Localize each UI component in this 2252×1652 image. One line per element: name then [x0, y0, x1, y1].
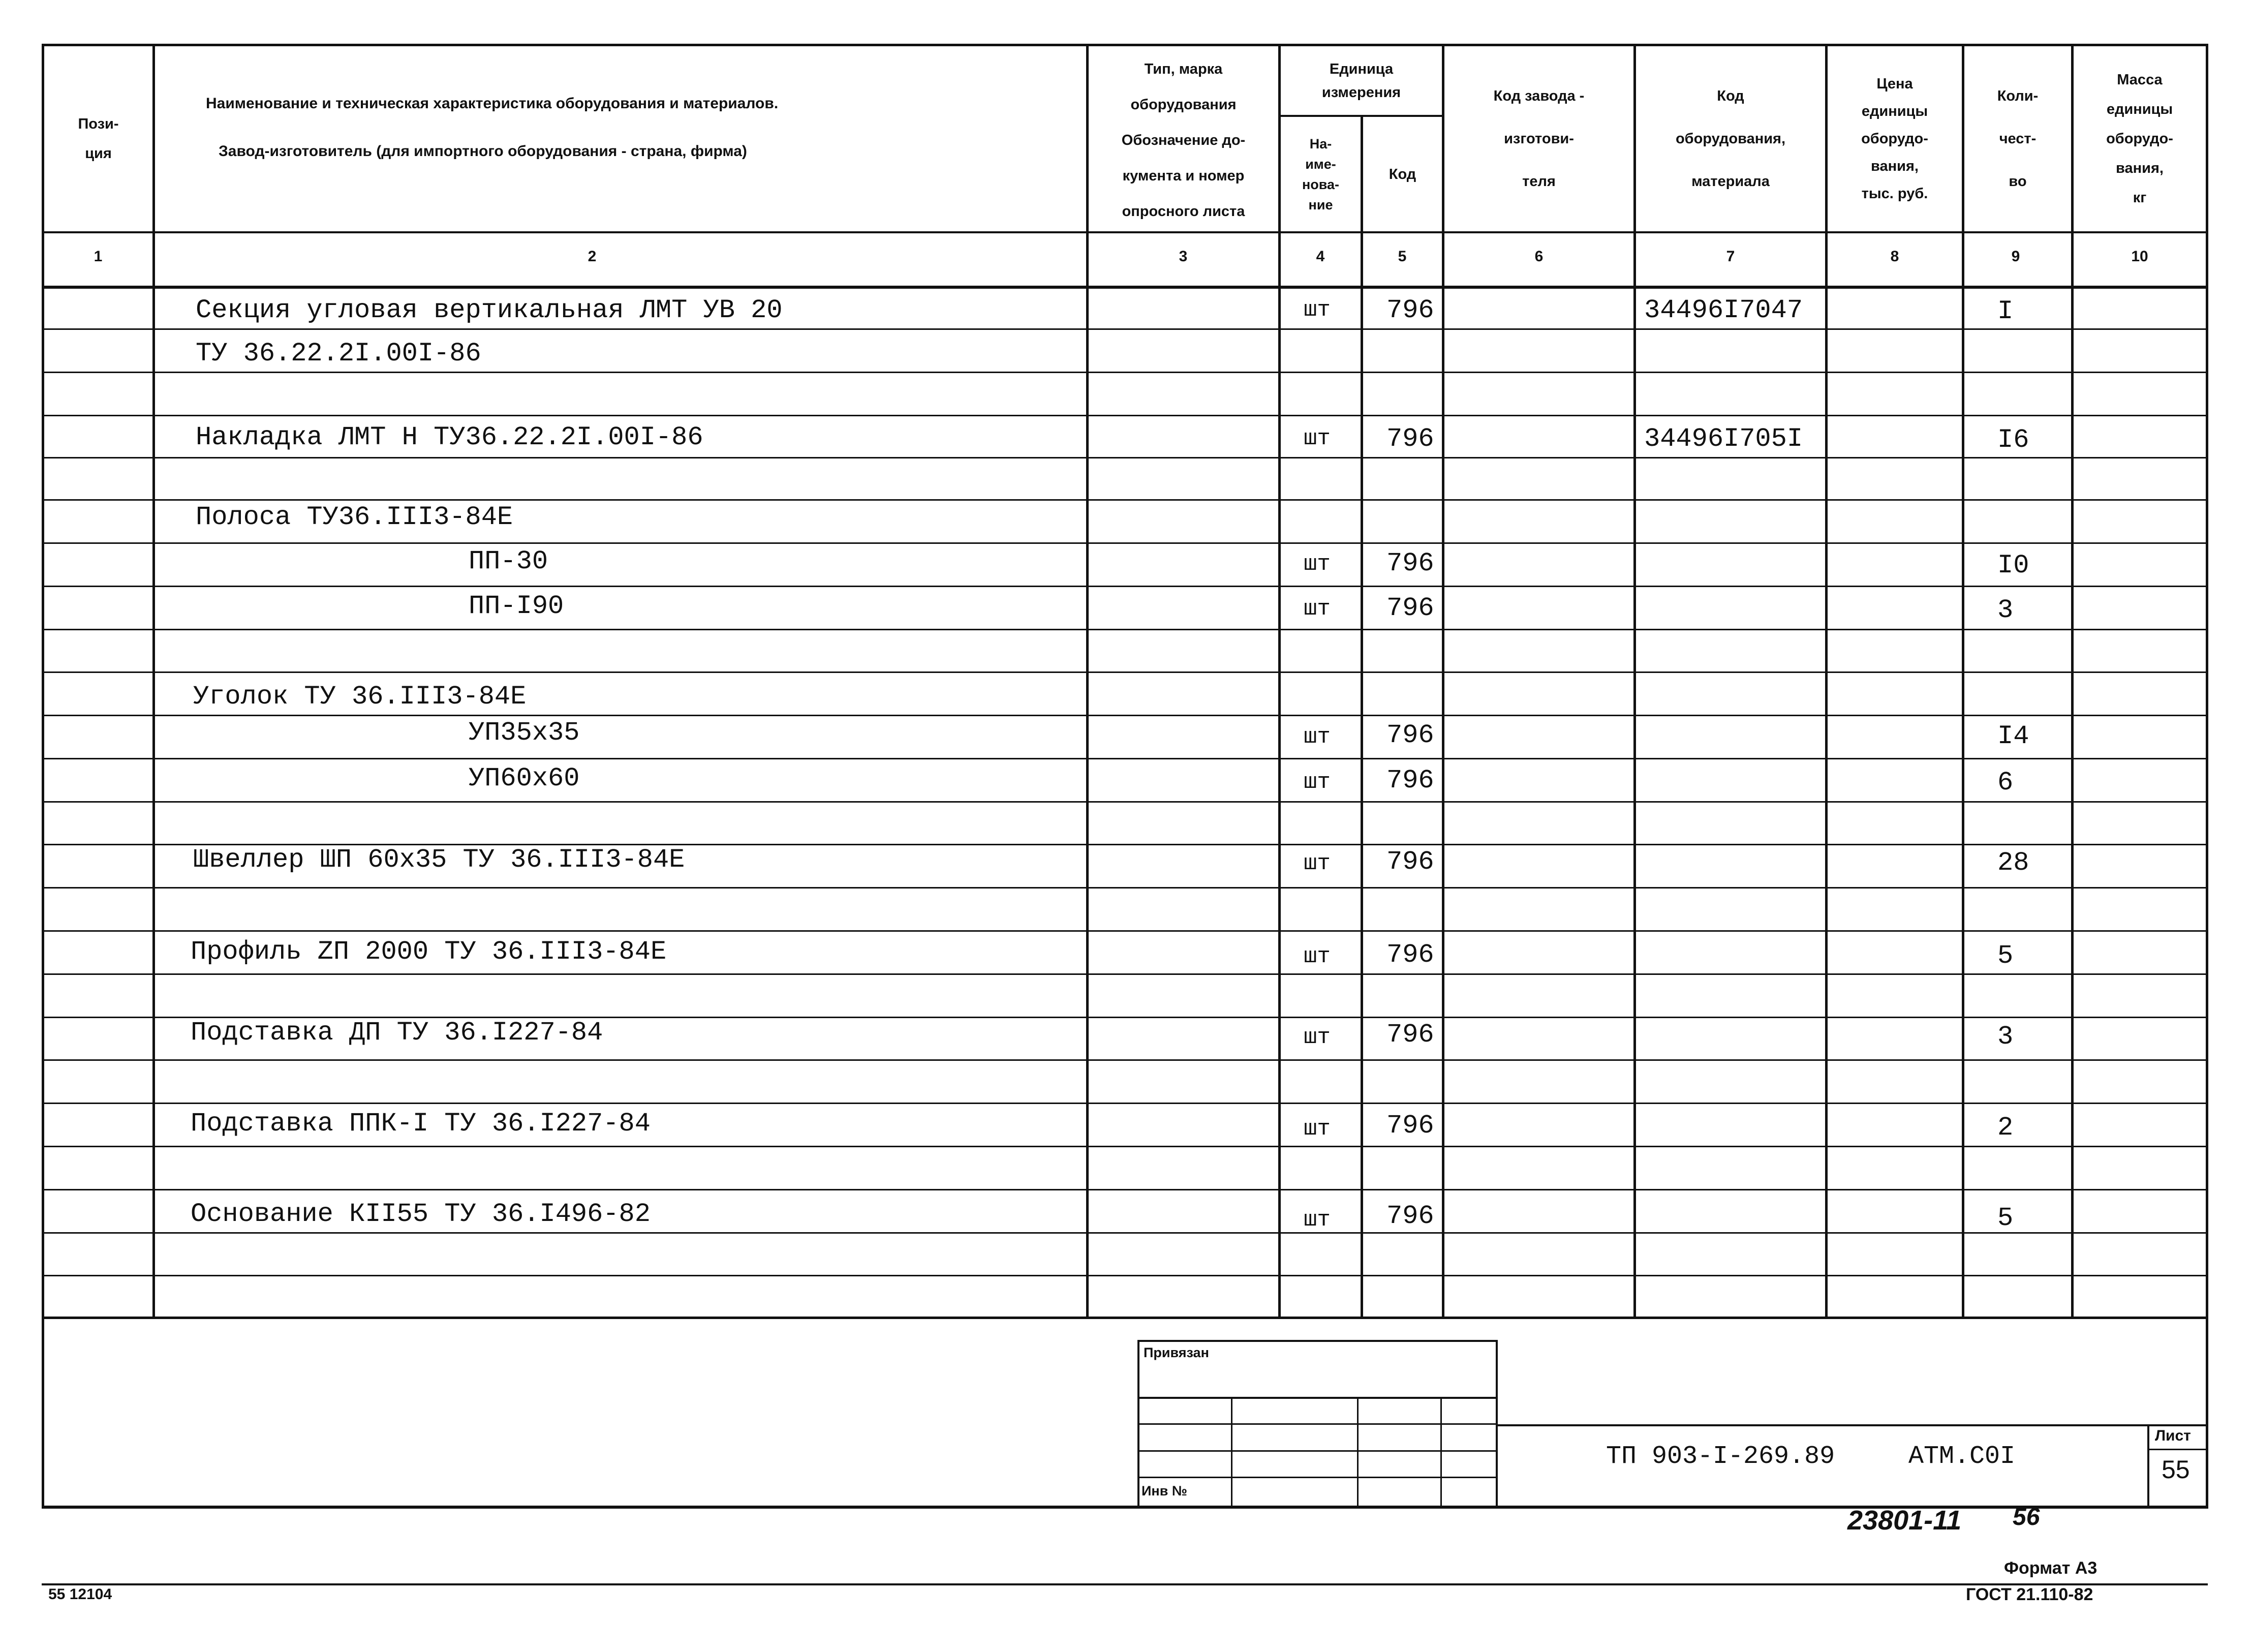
header-unit-group — [1281, 46, 1442, 115]
header-material-code — [1636, 46, 1825, 231]
table-row-code: 796 — [1386, 1111, 1434, 1141]
row-line — [42, 457, 2208, 458]
table-row-name: Профиль ZП 2000 ТУ 36.III3-84Е — [191, 937, 667, 967]
stamp-line — [2147, 1424, 2149, 1508]
header-price-label: Цена единицы оборудо- вания, тыс. руб. — [1861, 76, 1928, 202]
header-position — [44, 46, 152, 231]
row-line — [42, 973, 2208, 975]
stamp-line — [2147, 1449, 2207, 1450]
column-line — [1442, 44, 1444, 1318]
row-line — [42, 1146, 2208, 1147]
table-row-code: 796 — [1386, 295, 1434, 325]
row-line — [42, 629, 2208, 630]
column-number: 5 — [1398, 248, 1407, 265]
column-line — [1361, 116, 1363, 1318]
stamp-line — [1137, 1397, 1497, 1399]
header-quantity-label: Коли- чест- во — [1997, 88, 2039, 190]
table-row-code: 796 — [1386, 847, 1434, 877]
stamp-line — [1137, 1423, 1497, 1425]
stamp-line — [1137, 1450, 1497, 1452]
table-row-name: ПП-I90 — [469, 591, 564, 621]
row-line — [42, 415, 2208, 416]
table-row-name: Секция угловая вертикальная ЛМТ УВ 20 — [196, 295, 783, 325]
column-line — [1633, 44, 1636, 1318]
column-number: 10 — [2131, 248, 2148, 265]
table-row-qty: 2 — [1997, 1113, 2014, 1143]
number-row-bottom-line — [42, 286, 2208, 289]
table-row-qty: 6 — [1997, 768, 2014, 798]
table-row-qty: 3 — [1997, 1022, 2014, 1052]
table-row-name: Уголок ТУ 36.III3-84Е — [193, 682, 527, 712]
stamp-line — [1231, 1398, 1232, 1508]
table-row-qty: I — [1997, 296, 2014, 326]
row-line — [42, 1232, 2208, 1234]
row-line — [42, 801, 2208, 803]
stamp-line — [1137, 1340, 1139, 1508]
header-price — [1828, 46, 1962, 231]
handwritten-page: 56 — [2013, 1504, 2040, 1531]
table-row-unit: шт — [1304, 1207, 1331, 1233]
table-row-name: Полоса ТУ36.III3-84Е — [196, 502, 513, 532]
header-unit-code-label: Код — [1389, 166, 1416, 182]
column-number: 4 — [1316, 248, 1325, 265]
row-line — [42, 372, 2208, 373]
table-row-name: Подставка ППК-I ТУ 36.I227-84 — [191, 1109, 651, 1139]
table-row-material-code: 34496I7047 — [1644, 295, 1803, 325]
column-line — [152, 44, 155, 1318]
header-unit-code — [1363, 117, 1442, 231]
table-row-name: ПП-30 — [469, 546, 548, 576]
header-plant-code-label: Код завода - изготови- теля — [1493, 88, 1585, 190]
header-unit-name-label: На- име- нова- ние — [1302, 136, 1340, 212]
table-row-name: Подставка ДП ТУ 36.I227-84 — [191, 1018, 603, 1048]
header-position-label: Пози- ция — [78, 116, 119, 162]
table-row-code: 796 — [1386, 1020, 1434, 1050]
attached-label: Привязан — [1144, 1345, 1209, 1360]
table-row-unit: шт — [1304, 944, 1331, 969]
column-number: 2 — [588, 248, 597, 265]
sheet-number: 55 — [2162, 1455, 2190, 1484]
table-row-unit: шт — [1304, 297, 1331, 323]
table-row-material-code: 34496I705I — [1644, 424, 1803, 454]
table-row-code: 796 — [1386, 593, 1434, 623]
document-code: ТП 903-I-269.89 — [1606, 1442, 1835, 1471]
table-row-qty: I0 — [1997, 550, 2029, 580]
header-name-line2: Завод-изготовитель (для импортного оборудования - страна, фирма) — [219, 143, 747, 160]
header-unit-group-label: Единица измерения — [1321, 60, 1401, 101]
header-unit-name — [1281, 117, 1361, 231]
row-line — [42, 328, 2208, 330]
column-line — [1825, 44, 1828, 1318]
table-row-qty: 5 — [1997, 1203, 2014, 1233]
table-row-qty: I4 — [1997, 721, 2029, 751]
row-line — [42, 499, 2208, 501]
header-mass-label: Масса единицы оборудо- вания, кг — [2106, 72, 2173, 206]
table-row-name: Основание КII55 ТУ 36.I496-82 — [191, 1199, 651, 1229]
column-number: 9 — [2011, 248, 2020, 265]
stamp-line — [1357, 1398, 1359, 1508]
header-material-code-label: Код оборудования, материала — [1675, 88, 1786, 190]
row-line — [42, 715, 2208, 716]
row-line — [42, 930, 2208, 932]
table-row-name: УП35х35 — [469, 718, 580, 748]
column-line — [1086, 44, 1089, 1318]
table-row-unit: шт — [1304, 596, 1331, 622]
table-row-code: 796 — [1386, 720, 1434, 750]
table-row-unit: шт — [1304, 426, 1331, 451]
table-row-code: 796 — [1386, 766, 1434, 796]
table-row-unit: шт — [1304, 770, 1331, 795]
footer-line — [42, 1583, 2208, 1585]
row-line — [42, 887, 2208, 889]
standard-label: ГОСТ 21.110-82 — [1966, 1585, 2093, 1604]
table-row-name: Накладка ЛМТ Н ТУ36.22.2I.00I-86 — [196, 422, 703, 452]
stamp-line — [1496, 1424, 2207, 1426]
table-row-code: 796 — [1386, 548, 1434, 578]
header-mass — [2074, 46, 2206, 231]
handwritten-number: 23801-11 — [1847, 1505, 1962, 1536]
table-row-unit: шт — [1304, 1025, 1331, 1050]
header-quantity — [1964, 46, 2071, 231]
table-row-code: 796 — [1386, 1201, 1434, 1231]
row-line — [42, 671, 2208, 673]
column-line — [2071, 44, 2074, 1318]
table-row-unit: шт — [1304, 851, 1331, 876]
row-line — [42, 1189, 2208, 1190]
column-number: 6 — [1534, 248, 1544, 265]
table-row-qty: 28 — [1997, 848, 2029, 878]
table-row-code: 796 — [1386, 424, 1434, 454]
column-line — [1278, 44, 1281, 1318]
table-row-qty: 5 — [1997, 941, 2014, 971]
column-number: 3 — [1179, 248, 1188, 265]
stamp-line — [1496, 1340, 1498, 1508]
inv-label: Инв № — [1142, 1483, 1187, 1498]
table-row-code: 796 — [1386, 940, 1434, 970]
row-line — [42, 586, 2208, 587]
stamp-line — [1440, 1398, 1442, 1508]
row-line — [42, 758, 2208, 759]
table-row-unit: шт — [1304, 724, 1331, 750]
row-line — [42, 1275, 2208, 1276]
header-type — [1089, 49, 1278, 231]
header-type-label: Тип, марка оборудования Обозначение до- кумента и номер опросного листа — [1121, 60, 1246, 220]
column-line — [1962, 44, 1964, 1318]
table-row-name: ТУ 36.22.2I.00I-86 — [196, 339, 481, 369]
table-row-name: УП60х60 — [469, 763, 580, 793]
column-number: 7 — [1726, 248, 1735, 265]
sheet-label: Лист — [2155, 1427, 2191, 1444]
stamp-line — [1137, 1340, 1497, 1342]
table-row-qty: 3 — [1997, 595, 2014, 625]
row-line — [42, 542, 2208, 544]
table-row-unit: шт — [1304, 1116, 1331, 1142]
format-label: Формат А3 — [2004, 1558, 2097, 1578]
row-line — [42, 1059, 2208, 1061]
stamp-line — [1137, 1477, 1497, 1478]
print-number: 55 12104 — [48, 1586, 112, 1603]
table-row-name: Швеллер ШП 60х35 ТУ 36.III3-84Е — [193, 845, 685, 875]
table-row-unit: шт — [1304, 552, 1331, 577]
frame-right — [2206, 44, 2208, 1509]
header-bottom-line — [42, 231, 2208, 233]
column-number: 1 — [94, 248, 103, 265]
table-bottom-line — [42, 1317, 2208, 1319]
row-line — [42, 1103, 2208, 1104]
header-name-line1: Наименование и техническая характеристика оборудования и материалов. — [206, 95, 779, 112]
frame-left — [42, 44, 44, 1509]
document-suffix: АТМ.С0I — [1908, 1442, 2016, 1471]
table-row-qty: I6 — [1997, 425, 2029, 455]
header-plant-code — [1444, 46, 1633, 231]
column-number: 8 — [1890, 248, 1899, 265]
